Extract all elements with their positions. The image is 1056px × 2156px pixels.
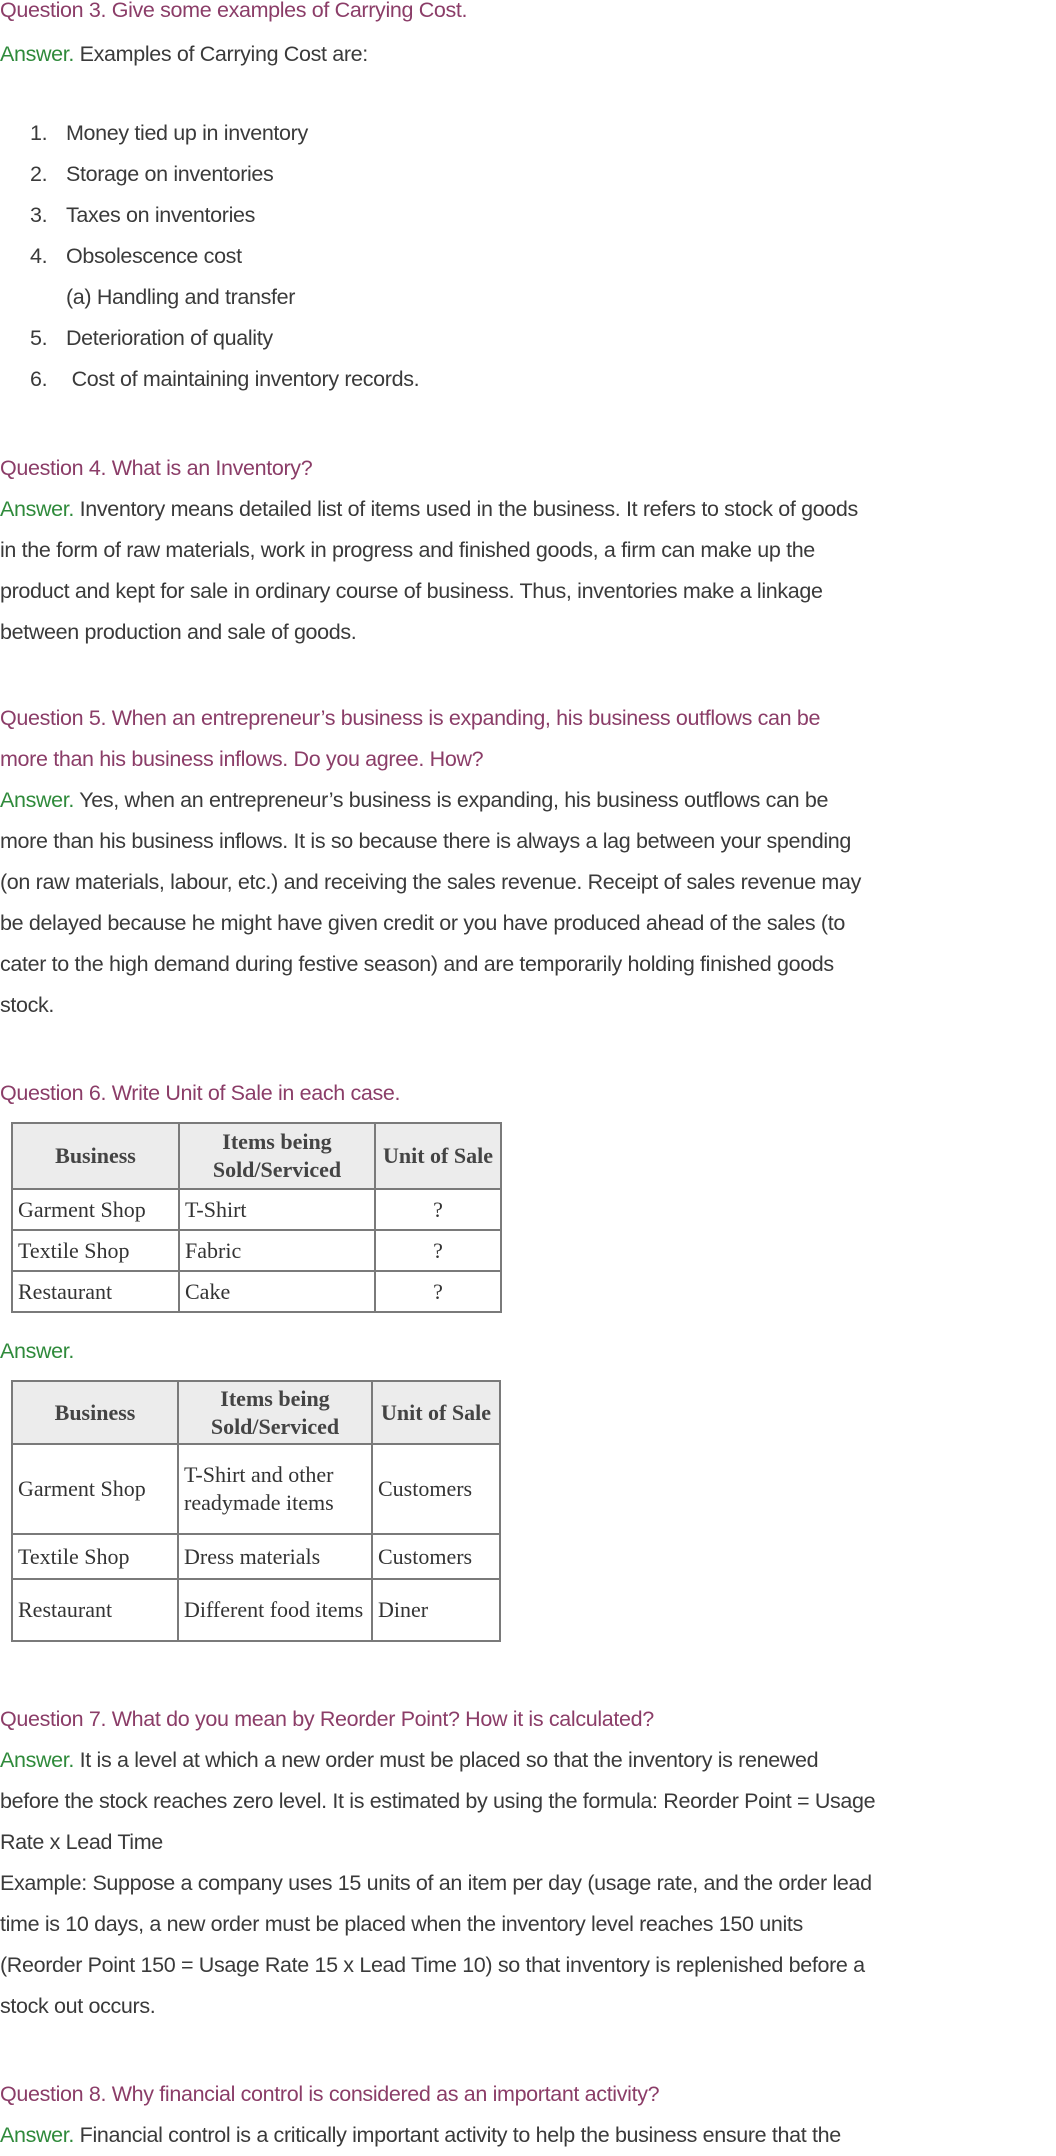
answer-line: (on raw materials, labour, etc.) and receiving the sales revenue. Receipt of sales revenue may xyxy=(0,870,861,894)
list-text: Money tied up in inventory xyxy=(66,121,308,145)
answer-line: Example: Suppose a company uses 15 units of an item per day (usage rate, and the order lead xyxy=(0,1871,872,1895)
answer-label: Answer. xyxy=(0,788,75,812)
cell: Cake xyxy=(179,1271,375,1312)
header-items: Items being Sold/Serviced xyxy=(179,1123,375,1189)
list-item xyxy=(0,195,1056,236)
carrying-cost-list xyxy=(0,113,1056,400)
list-text: Cost of maintaining inventory records. xyxy=(66,367,420,391)
table-row xyxy=(12,1579,500,1641)
cell: Garment Shop xyxy=(12,1189,179,1230)
list-number: 5. xyxy=(30,326,48,350)
cell: Restaurant xyxy=(12,1579,178,1641)
answer-text: It is a level at which a new order must be placed so that the inventory is renewed xyxy=(79,1748,819,1772)
answer-line: stock out occurs. xyxy=(0,1994,156,2018)
question-5-heading: Question 5. When an entrepreneur’s business is expanding, his business outflows can be xyxy=(0,706,821,730)
cell: Diner xyxy=(372,1579,500,1641)
question-7-heading: Question 7. What do you mean by Reorder Point? How it is calculated? xyxy=(0,1707,654,1731)
answer-line: time is 10 days, a new order must be placed when the inventory level reaches 150 units xyxy=(0,1912,803,1936)
list-text: Deterioration of quality xyxy=(66,326,273,350)
answer-line xyxy=(0,1740,1056,1781)
list-number: 6. xyxy=(30,367,48,391)
header-business: Business xyxy=(12,1381,178,1444)
answer-line: be delayed because he might have given credit or you have produced ahead of the sales (to xyxy=(0,911,845,935)
header-items: Items being Sold/Serviced xyxy=(178,1381,372,1444)
answer-line xyxy=(0,2115,1056,2156)
answer-6-label-wrap xyxy=(0,1331,1056,1372)
list-text: Taxes on inventories xyxy=(66,203,255,227)
answer-text: Inventory means detailed list of items used in the business. It refers to stock of goods xyxy=(79,497,858,521)
table-row xyxy=(12,1444,500,1534)
answer-text: Financial control is a critically important activity to help the business ensure that the xyxy=(79,2123,841,2147)
answer-line: Rate x Lead Time xyxy=(0,1830,163,1854)
answer-3-intro xyxy=(0,34,1056,75)
cell: ? xyxy=(375,1271,501,1312)
table-row xyxy=(12,1230,501,1271)
cell: ? xyxy=(375,1230,501,1271)
question-5-heading: more than his business inflows. Do you agree. How? xyxy=(0,747,484,771)
answer-label: Answer. xyxy=(0,1339,75,1363)
list-text: Storage on inventories xyxy=(66,162,274,186)
cell: Garment Shop xyxy=(12,1444,178,1534)
answer-label: Answer. xyxy=(0,2123,75,2147)
table-header-row xyxy=(12,1381,500,1444)
cell: Customers xyxy=(372,1444,500,1534)
answer-line xyxy=(0,489,1056,530)
answer-line: stock. xyxy=(0,993,55,1017)
answer-label: Answer. xyxy=(0,497,75,521)
cell: Restaurant xyxy=(12,1271,179,1312)
question-6-heading-wrap xyxy=(0,1073,1056,1114)
answer-label: Answer. xyxy=(0,1748,75,1772)
list-item xyxy=(0,236,1056,277)
cell: Customers xyxy=(372,1534,500,1579)
answer-table xyxy=(11,1380,501,1642)
header-business: Business xyxy=(12,1123,179,1189)
answer-line xyxy=(0,780,1056,821)
answer-line: (Reorder Point 150 = Usage Rate 15 x Lead Time 10) so that inventory is replenished before a xyxy=(0,1953,865,1977)
list-item xyxy=(0,359,1056,400)
answer-line: before the stock reaches zero level. It is estimated by using the formula: Reorder Point = Usage xyxy=(0,1789,876,1813)
answer-line: in the form of raw materials, work in progress and finished goods, a firm can make up the xyxy=(0,538,815,562)
answer-line: more than his business inflows. It is so because there is always a lag between your spending xyxy=(0,829,851,853)
table-row xyxy=(12,1534,500,1579)
table-header-row xyxy=(12,1123,501,1189)
question-6-heading: Question 6. Write Unit of Sale in each case. xyxy=(0,1081,401,1105)
question-4-section xyxy=(0,448,1056,653)
list-item xyxy=(0,113,1056,154)
answer-line: between production and sale of goods. xyxy=(0,620,357,644)
answer-label: Answer. xyxy=(0,42,75,66)
table-row xyxy=(12,1189,501,1230)
list-text: Obsolescence cost xyxy=(66,244,242,268)
answer-line: cater to the high demand during festive season) and are temporarily holding finished goods xyxy=(0,952,834,976)
question-8-section xyxy=(0,2074,1056,2156)
cell: T-Shirt and other readymade items xyxy=(178,1444,372,1534)
list-subitem: (a) Handling and transfer xyxy=(66,285,296,309)
list-number: 1. xyxy=(30,121,48,145)
cell: ? xyxy=(375,1189,501,1230)
list-item xyxy=(0,318,1056,359)
question-7-section xyxy=(0,1699,1056,2027)
question-4-heading: Question 4. What is an Inventory? xyxy=(0,456,313,480)
list-item xyxy=(0,154,1056,195)
question-3-heading: Question 3. Give some examples of Carrying Cost. xyxy=(0,0,468,22)
question-8-heading: Question 8. Why financial control is considered as an important activity? xyxy=(0,2082,660,2106)
list-number: 2. xyxy=(30,162,48,186)
cell: T-Shirt xyxy=(179,1189,375,1230)
header-unit: Unit of Sale xyxy=(375,1123,501,1189)
answer-line: product and kept for sale in ordinary course of business. Thus, inventories make a linkage xyxy=(0,579,823,603)
answer-text: Yes, when an entrepreneur’s business is expanding, his business outflows can be xyxy=(79,788,829,812)
cell: Dress materials xyxy=(178,1534,372,1579)
table-row xyxy=(12,1271,501,1312)
cell: Textile Shop xyxy=(12,1230,179,1271)
question-5-section xyxy=(0,698,1056,1026)
cell: Different food items xyxy=(178,1579,372,1641)
cell: Textile Shop xyxy=(12,1534,178,1579)
answer-text: Examples of Carrying Cost are: xyxy=(79,42,368,66)
cell: Fabric xyxy=(179,1230,375,1271)
question-table xyxy=(11,1122,502,1313)
list-number: 4. xyxy=(30,244,48,268)
list-number: 3. xyxy=(30,203,48,227)
header-unit: Unit of Sale xyxy=(372,1381,500,1444)
question-3-section xyxy=(0,0,1056,400)
